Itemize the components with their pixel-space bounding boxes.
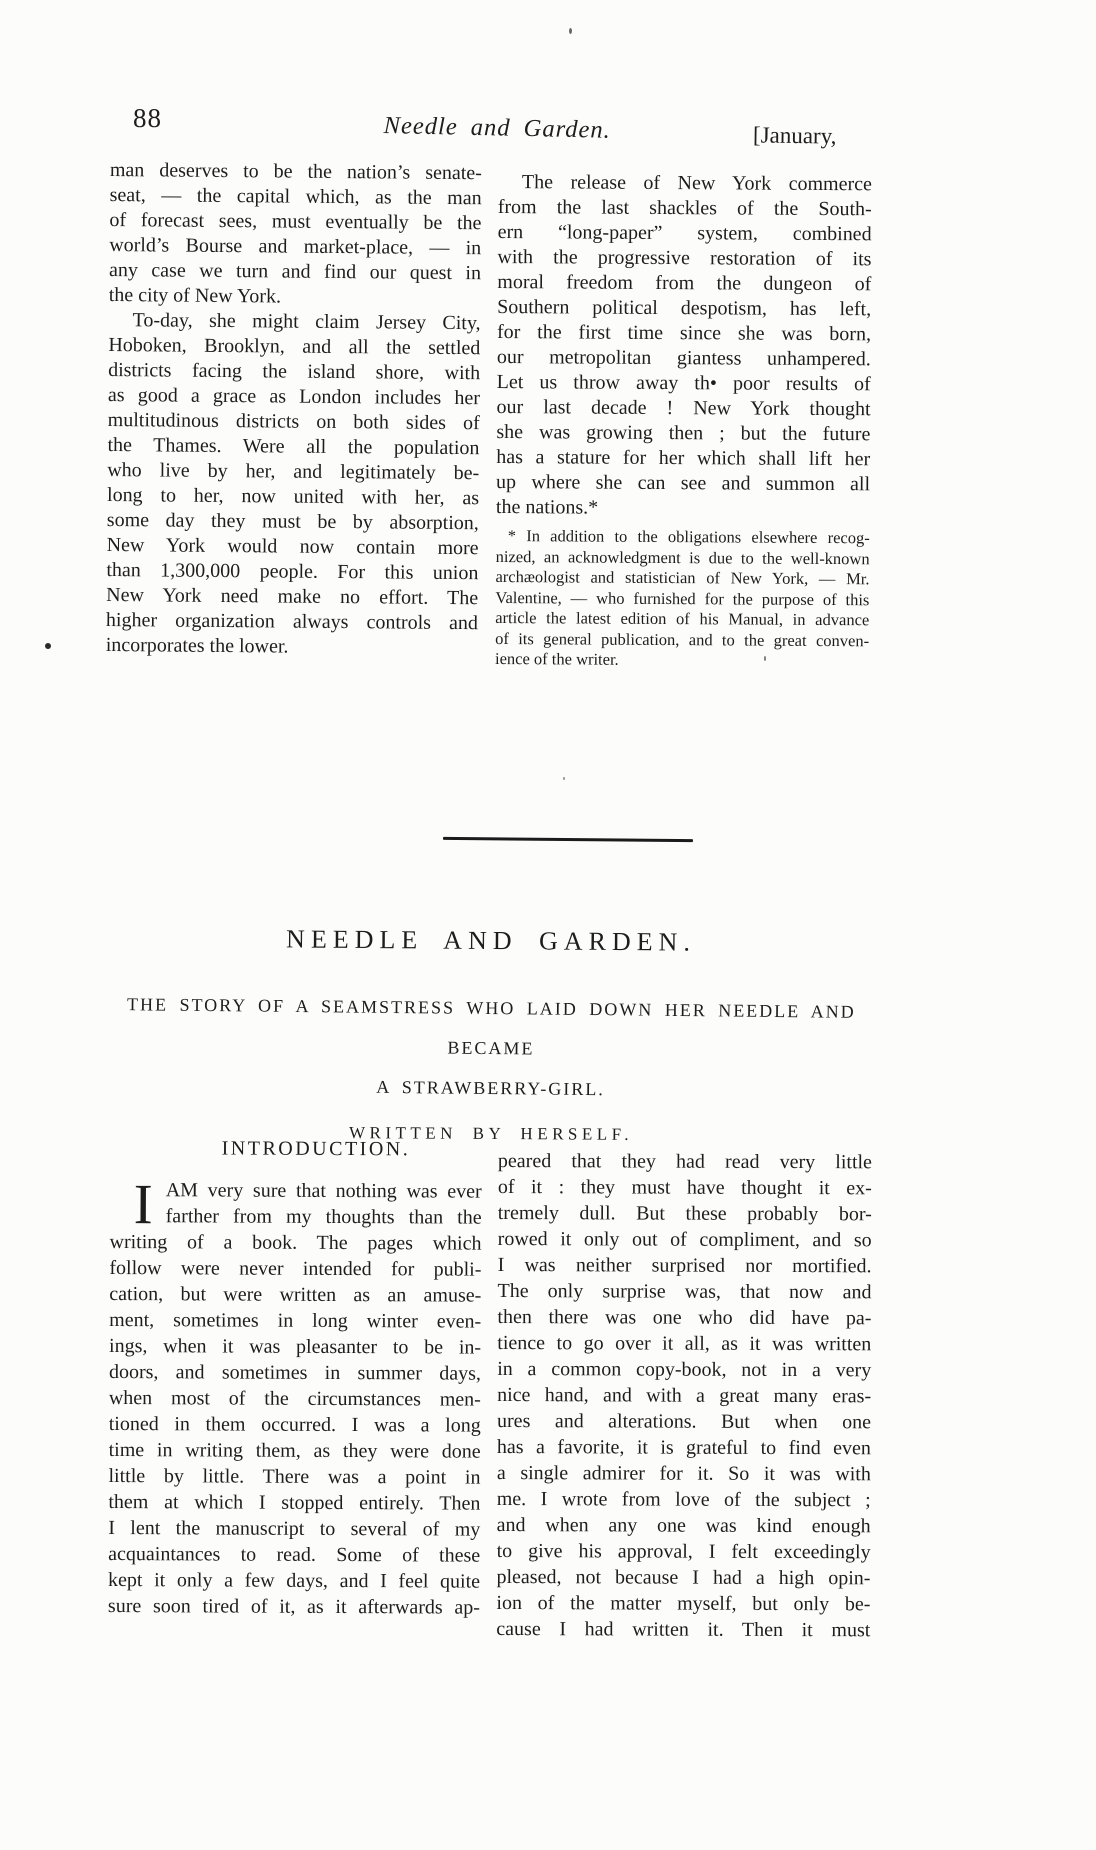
chapter-subtitle-line1: THE STORY OF A SEAMSTRESS WHO LAID DOWN HER NEEDLE AND BECAME xyxy=(126,994,856,1059)
page-number: 88 xyxy=(133,103,162,133)
paragraph: peared that they had read very little of it : they must have thought it ex- tremely dull. But these probably bor- rowed it only out of compliment, and so I was neither surprised nor mortified. The only surprise was, that now and then there was one who did have pa- tience to go over it all, as it was written in a common copy-book, not in a very nice hand, and with a great many eras- ures and alterations. But when one has a favorite, it is grateful to find even a single admirer for it. So it was with me. I wrote from love of the subject ; and when any one was kind enough to give his approval, I felt exceedingly pleased, not because I had a high opin- ion of the matter myself, but only be- cause I had written it. Then it must xyxy=(496,1150,872,1642)
running-title: Needle and Garden. xyxy=(383,112,612,144)
right-column xyxy=(495,170,872,672)
drop-cap: I xyxy=(133,1173,153,1237)
scan-speck xyxy=(563,777,565,780)
article-columns xyxy=(105,158,872,670)
section-divider-rule xyxy=(443,837,693,842)
paragraph: The release of New York commerce from the last shackles of the South- ern “long-paper” system, combined with the progressive restoration of its moral freedom from the dungeon of Southern political despotism, has left, for the first time since she was born, our metropolitan giantess unhampered. Let us throw away th• poor results of our last decade ! New York thought she was growing then ; but the future has a stature for her which shall lift her up where she can see and summon all the nations.* xyxy=(495,171,872,519)
issue-date: [January, xyxy=(752,122,837,149)
section-heading: INTRODUCTION. xyxy=(221,1137,411,1161)
paragraph: man deserves to be the nation’s senate- seat, — the capital which, as the man of forecast sees, must eventually be the world’s Bourse and market-place, — in any case we turn and find our quest in the city of New York. xyxy=(108,158,482,308)
scan-speck xyxy=(764,656,766,661)
left-column xyxy=(106,158,482,673)
introduction-columns xyxy=(107,1135,872,1642)
chapter-subtitle xyxy=(109,984,872,1112)
scan-speck xyxy=(569,28,572,34)
chapter-heading-block xyxy=(110,924,872,1144)
footnote: * In addition to the obligations elsewhere recog- nized, an acknowledgment is due to the well-known archæologist and statistician of New York, — Mr. Valentine, — who furnished for the purpose of this article the latest edition of his Manual, in advance of its general publication, and to the great conven- ience of the writer. xyxy=(494,526,870,669)
chapter-subtitle-line2: A STRAWBERRY-GIRL. xyxy=(376,1076,605,1100)
paragraph: I AM very sure that nothing was ever farther from my thoughts than the writing of a book. The pages which follow were never intended for publi- cation, but were written as an amuse- ment, sometimes in long winter even- ings, when it was pleasanter to be in- doors, and sometimes in summer days, when most of the circumstances men- tioned in them occurred. I was a long time in writing them, as they were done little by little. There was a point in them at which I stopped entirely. Then I lent the manuscript to several of my acquaintances to read. Some of these kept it only a few days, and I feel quite sure soon tired of it, as it afterwards ap- xyxy=(107,1173,482,1619)
scan-speck xyxy=(45,643,51,649)
chapter-title: NEEDLE AND GARDEN. xyxy=(285,924,697,957)
right-column xyxy=(496,1148,872,1643)
left-column xyxy=(108,1135,482,1644)
chapter-byline: WRITTEN BY HERSELF. xyxy=(348,1123,634,1144)
paragraph: To-day, she might claim Jersey City, Hoboken, Brooklyn, and all the settled districts facing the island shore, with as good a grace as London includes her multitudinous districts on both sides of the Thames. Were all the population who live by her, and legitimately be- long to her, now united with her, as some day they must be by absorption, New York would now contain more than 1,300,000 people. For this union New York need make no effort. The higher organization always controls and incorporates the lower. xyxy=(105,309,481,658)
